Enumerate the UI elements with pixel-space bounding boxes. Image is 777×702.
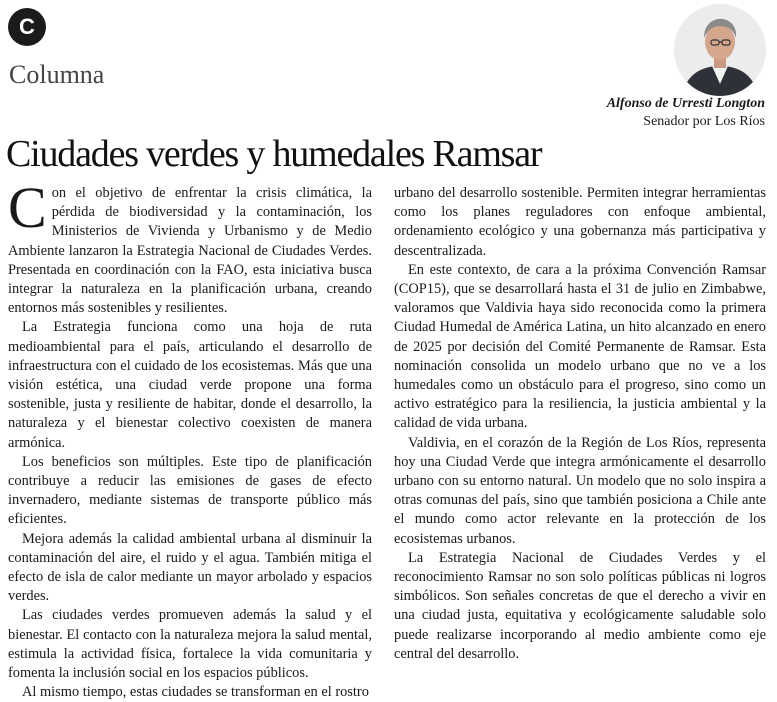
article-column-2 [394,184,766,664]
section-label: Columna [9,60,105,89]
paragraph: Valdivia, en el corazón de la Región de Los Ríos, representa hoy una Ciudad Verde que integra armónicamente el desarrollo urbano con su entorno natural. Un modelo que no solo inspira a otras comunas del país, sino que también posiciona a Chile ante el mundo como actor relevante en la protección de los ecosistemas urbanos. [394,434,766,547]
author-role: Senador por Los Ríos [643,114,765,129]
paragraph: Las ciudades verdes promueven además la salud y el bienestar. El contacto con la naturaleza mejora la salud mental, estimula la actividad física, fortalece la vida comunitaria y fomenta la inclusión social en los espacios públicos. [8,607,372,682]
paragraph: urbano del desarrollo sostenible. Permiten integrar herramientas como los planes reguladores con enfoque ambiental, ordenamiento ecológico y una gobernanza más participativa y descentralizada. [394,185,766,259]
paragraph: Al mismo tiempo, estas ciudades se transforman en el rostro [22,684,369,701]
paragraph: Mejora además la calidad ambiental urbana al disminuir la contaminación del aire, el ruido y el agua. También mitiga el efecto de isla de calor mediante un mayor arbolado y espacios verdes. [8,530,372,605]
column-badge-letter: C [19,14,35,39]
author-photo [674,4,766,96]
headline: Ciudades verdes y humedales Ramsar [6,133,542,175]
paragraph-text: on el objetivo de enfrentar la crisis climática, la pérdida de biodiversidad y la contaminación, los Ministerios de Vivienda y Urbanismo y de Medio Ambiente lanzaron la Estrategia Nacional de Ciudades Verdes. Presentada en coordinación con la FAO, esta iniciativa busca integrar la naturaleza en la planificación urbana, creando entornos más sostenibles y resilientes. [8,185,372,317]
paragraph: La Estrategia funciona como una hoja de ruta medioambiental para el país, articulando el desarrollo de infraestructura con el cuidado de los ecosistemas. Más que una visión estética, una ciudad verde propone una forma sostenible, justa y resiliente de habitar, donde el desarrollo, la naturaleza y el bienestar colectivo coexisten de manera armónica. [8,319,372,451]
author-name: Alfonso de Urresti Longton [606,96,765,111]
drop-cap: C [8,175,47,240]
author-portrait-icon [674,4,766,96]
column-badge [8,8,46,46]
paragraph [8,175,372,318]
article-column-1 [8,175,372,702]
paragraph: En este contexto, de cara a la próxima Convención Ramsar (COP15), que se desarrollará hasta el 31 de julio en Zimbabwe, valoramos que Valdivia haya sido reconocida como la primera Ciudad Humedal de América Latina, un hito alcanzado en enero de 2025 por decisión del Comité Permanente de Ramsar. Esta nominación consolida un modelo urbano que no ve a los humedales como un obstáculo para el progreso, sino como un activo estratégico para la resiliencia, la justicia ambiental y la calidad de vida urbana. [394,261,766,432]
author-byline [607,96,765,130]
paragraph: Los beneficios son múltiples. Este tipo de planificación contribuye a reducir las emisiones de gases de efecto invernadero, mediante sistemas de transporte público más eficientes. [8,453,372,528]
paragraph: La Estrategia Nacional de Ciudades Verdes y el reconocimiento Ramsar no son solo políticas públicas ni logros simbólicos. Son señales concretas de que el derecho a vivir en una ciudad justa, equitativa y ecológicamente saludable solo puede realizarse incorporando al medio ambiente como eje central del desarrollo. [394,549,766,662]
